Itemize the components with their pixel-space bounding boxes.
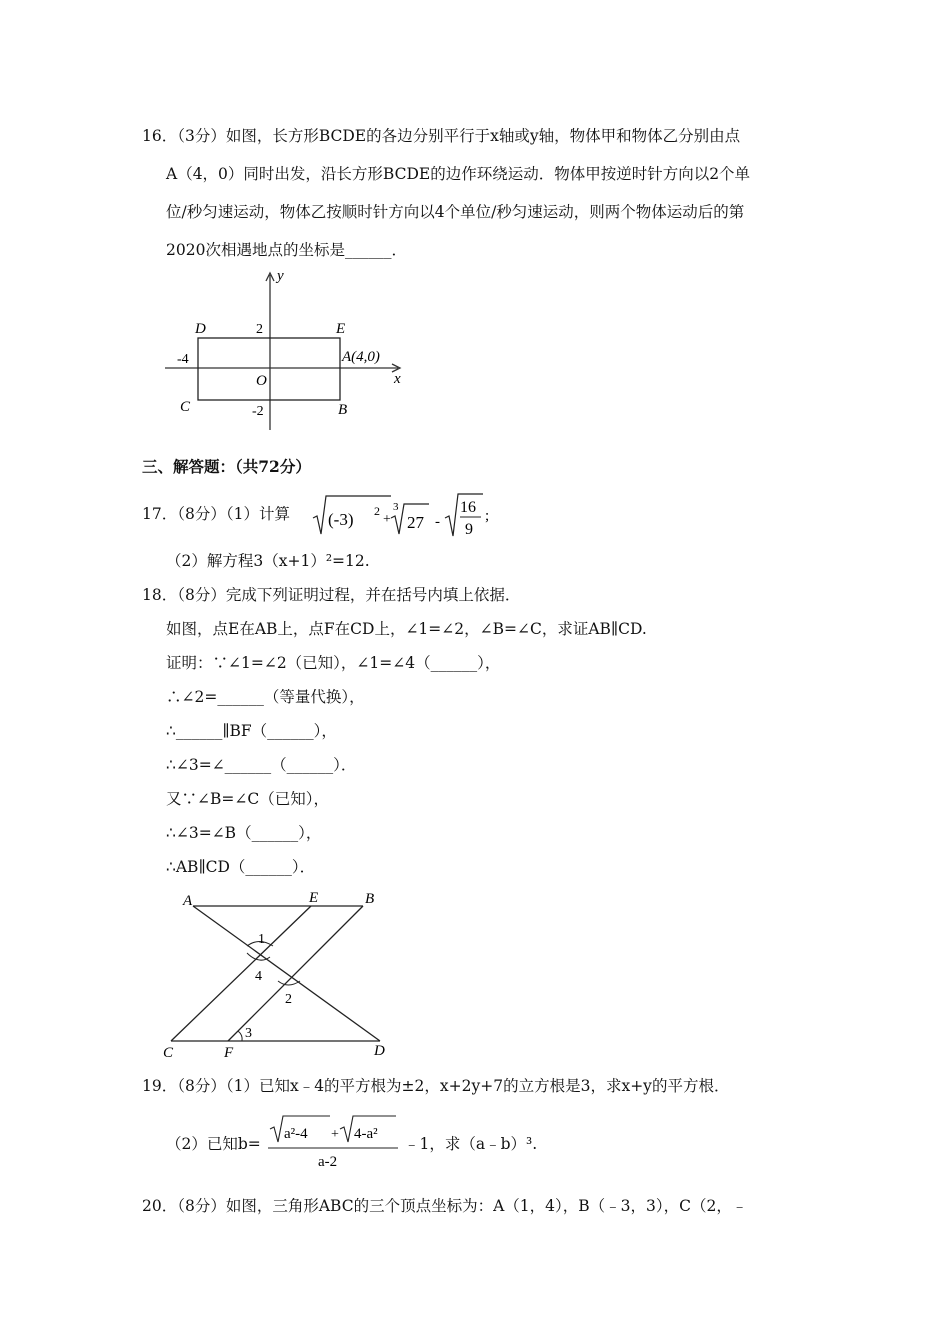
q18-figure xyxy=(160,885,400,1065)
expr-9: 9 xyxy=(465,521,473,538)
label-a: A xyxy=(183,893,193,909)
q19-part2-suffix: ﹣1，求（a﹣b）³. xyxy=(404,1135,538,1153)
expr-neg3: (-3) xyxy=(328,510,354,529)
q19-fraction xyxy=(268,1113,403,1171)
q18-line-9: ∴AB∥CD（______）． xyxy=(166,858,316,876)
tick-neg2: -2 xyxy=(252,404,264,419)
num-a2-minus-4: a²-4 xyxy=(284,1126,308,1142)
q18-line-4: ∴∠2=______（等量代换）， xyxy=(166,688,365,706)
label-e: E xyxy=(336,321,346,337)
q18-line-3: 证明：∵∠1=∠2（已知），∠1=∠4（______）， xyxy=(166,654,501,672)
q17-line-2: （2）解方程3（x+1）²=12. xyxy=(166,552,370,570)
q16-line-4: 2020次相遇地点的坐标是______． xyxy=(166,241,407,259)
section-3-heading: 三、解答题：（共72分） xyxy=(142,457,311,476)
q16-line-1: 16．（3分）如图，长方形BCDE的各边分别平行于x轴或y轴，物体甲和物体乙分别由点 xyxy=(142,127,741,145)
tick-2: 2 xyxy=(256,322,263,337)
expr-minus: - xyxy=(435,514,440,530)
label-o: O xyxy=(256,373,267,389)
expr-cube-index: 3 xyxy=(393,501,399,513)
q19-line-1: 19．（8分）（1）已知x﹣4的平方根为±2，x+2y+7的立方根是3，求x+y的平方根． xyxy=(142,1077,730,1095)
q20-line-1: 20．（8分）如图，三角形ABC的三个顶点坐标为：A（1，4），B（﹣3，3），C（2，﹣ xyxy=(142,1197,748,1215)
label-x: x xyxy=(394,371,401,387)
q17-line-1: 17．（8分）（1）计算 xyxy=(142,505,290,523)
q19-part2-prefix: （2）已知b= xyxy=(166,1135,261,1153)
label-y: y xyxy=(277,268,284,284)
line-ad xyxy=(193,906,380,1041)
q18-line-5: ∴______∥BF（______）， xyxy=(166,722,337,740)
rectangle-bcde xyxy=(198,338,340,400)
label-a: A(4,0) xyxy=(342,349,380,365)
expr-plus: + xyxy=(383,512,391,527)
line-bf xyxy=(228,906,363,1041)
label-e: E xyxy=(309,890,319,906)
q18-line-2: 如图，点E在AB上，点F在CD上，∠1=∠2，∠B=∠C，求证AB∥CD. xyxy=(166,620,647,638)
angle-3-arc xyxy=(238,1031,242,1041)
expr-semicolon: ; xyxy=(485,508,490,524)
label-c: C xyxy=(163,1045,174,1061)
q18-line-7: 又∵∠B=∠C（已知）， xyxy=(166,790,329,808)
label-f: F xyxy=(224,1045,234,1061)
expr-exponent: 2 xyxy=(374,504,380,518)
angle-4-label: 4 xyxy=(255,969,262,984)
label-c: C xyxy=(180,399,191,415)
q16-line-2: A（4，0）同时出发，沿长方形BCDE的边作环绕运动．物体甲按逆时针方向以2个单 xyxy=(166,165,751,183)
q16-figure xyxy=(160,265,420,435)
label-b: B xyxy=(338,402,348,418)
angle-2-label: 2 xyxy=(285,992,292,1007)
q16-line-3: 位/秒匀速运动，物体乙按顺时针方向以4个单位/秒匀速运动，则两个物体运动后的第 xyxy=(166,203,745,221)
q17-expression xyxy=(311,490,501,538)
q18-line-8: ∴∠3=∠B（______）， xyxy=(166,824,322,842)
expr-27: 27 xyxy=(407,513,424,532)
line-ec xyxy=(171,906,311,1041)
expr-16: 16 xyxy=(460,499,476,516)
label-d: D xyxy=(374,1043,385,1059)
den-a-minus-2: a-2 xyxy=(318,1154,338,1170)
num-plus: + xyxy=(331,1127,339,1142)
label-d: D xyxy=(195,321,206,337)
q18-line-6: ∴∠3=∠______（______）． xyxy=(166,756,357,774)
angle-1-label: 1 xyxy=(258,932,265,947)
angle-3-label: 3 xyxy=(245,1026,252,1041)
q18-line-1: 18．（8分）完成下列证明过程，并在括号内填上依据． xyxy=(142,586,521,604)
label-b: B xyxy=(365,891,375,907)
tick-neg4: -4 xyxy=(177,352,189,367)
num-4-minus-a2: 4-a² xyxy=(354,1126,378,1142)
